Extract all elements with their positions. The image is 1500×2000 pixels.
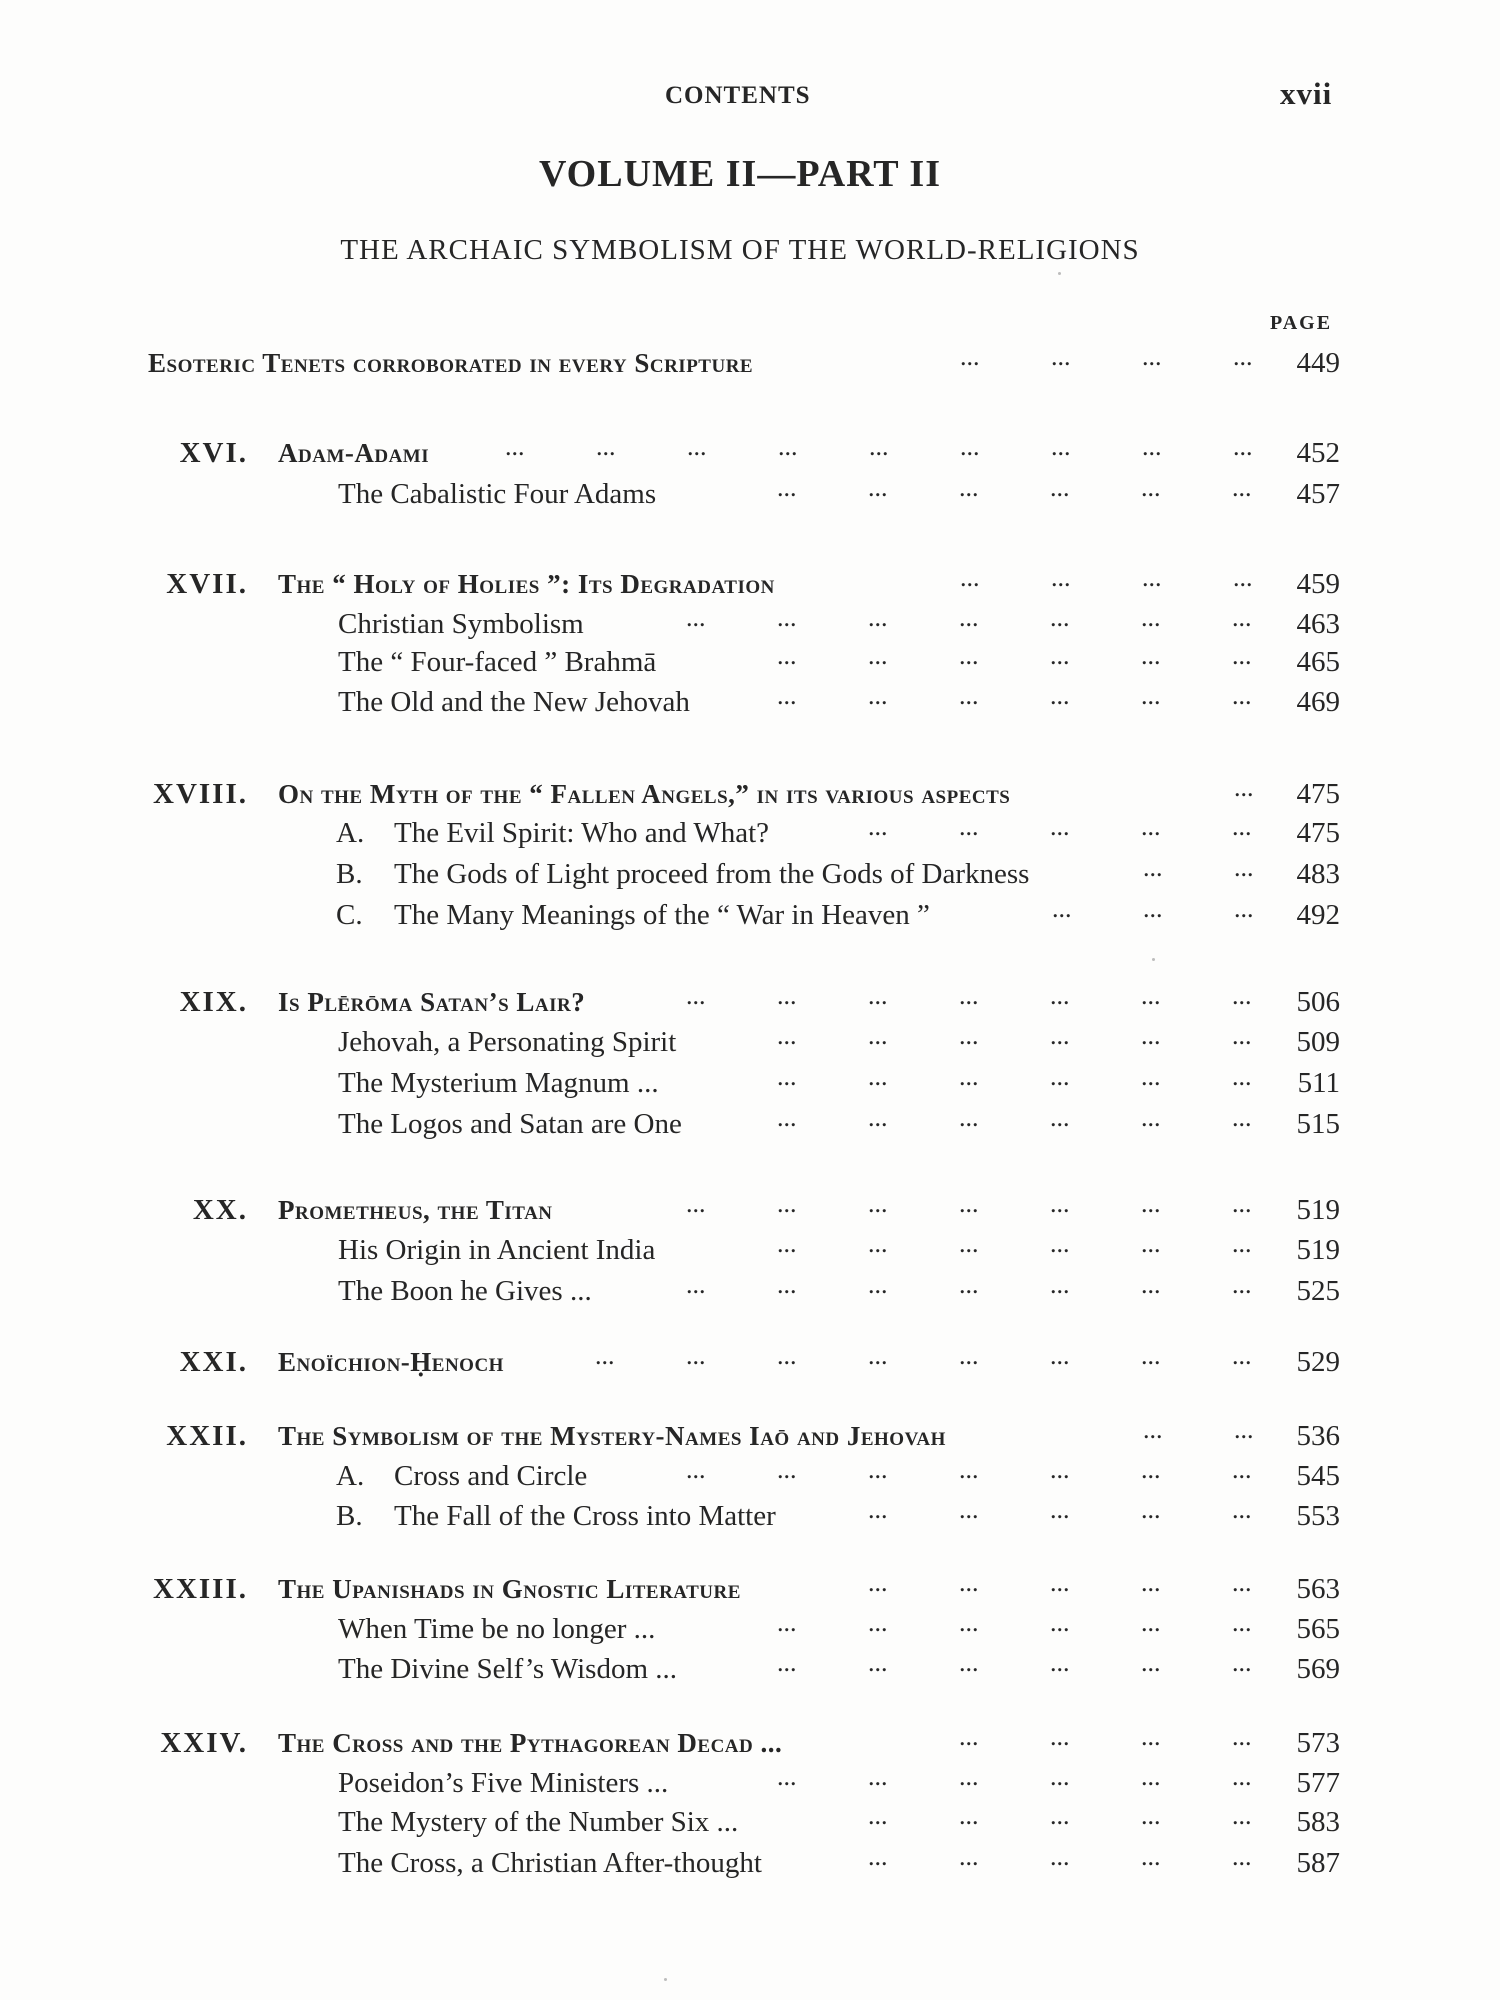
leader-dots: ... (1141, 1270, 1161, 1299)
leader-dots: ... (686, 1455, 706, 1484)
leader-dots: ... (1141, 473, 1161, 502)
leader-dots: ... (1050, 1103, 1070, 1132)
leader-dots: ... (1143, 894, 1163, 923)
section-title: The Evil Spirit: Who and What? (394, 817, 770, 849)
leader-dots: ... (868, 1341, 888, 1370)
page-number: 452 (1296, 437, 1340, 469)
leader-dots: ... (1142, 432, 1162, 461)
leader-dots: ... (1141, 1608, 1161, 1637)
leader-dots: ... (1141, 1341, 1161, 1370)
page-number: 569 (1296, 1653, 1340, 1685)
page-number: 515 (1296, 1108, 1340, 1140)
page-folio: xvii (1280, 76, 1333, 111)
leader-dots: ... (868, 812, 888, 841)
leader-dots: ... (1050, 981, 1070, 1010)
leader-dots: ... (777, 1270, 797, 1299)
section-title: The Divine Self’s Wisdom ... (338, 1653, 678, 1685)
page-number: 577 (1296, 1767, 1340, 1799)
leader-dots: ... (868, 1842, 888, 1871)
section-title: The Old and the New Jehovah (338, 686, 690, 718)
leader-dots: ... (1141, 1021, 1161, 1050)
leader-dots: ... (959, 641, 979, 670)
leader-dots: ... (868, 1608, 888, 1637)
leader-dots: ... (1234, 1415, 1254, 1444)
leader-dots: ... (1232, 1608, 1252, 1637)
page-number: 573 (1296, 1727, 1340, 1759)
leader-dots: ... (1141, 603, 1161, 632)
leader-dots: ... (1142, 342, 1162, 371)
leader-dots: ... (1232, 1021, 1252, 1050)
chapter-numeral: XXIII. (153, 1573, 248, 1605)
page-number: 563 (1296, 1573, 1340, 1605)
toc-entry (0, 1271, 1500, 1311)
section-title: The Cabalistic Four Adams (338, 478, 657, 510)
leader-dots: ... (1050, 641, 1070, 670)
leader-dots: ... (1143, 853, 1163, 882)
running-title: CONTENTS (665, 82, 811, 109)
leader-dots: ... (960, 432, 980, 461)
leader-dots: ... (1141, 1648, 1161, 1677)
page-number: 475 (1296, 778, 1340, 810)
page-column-label: PAGE (1270, 312, 1333, 334)
section-title: The Many Meanings of the “ War in Heaven ” (394, 899, 930, 931)
leader-dots: ... (778, 432, 798, 461)
leader-dots: ... (777, 1608, 797, 1637)
section-title: When Time be no longer ... (338, 1613, 656, 1645)
page-number: 459 (1296, 568, 1340, 600)
section-title: The Gods of Light proceed from the Gods of Darkness (394, 858, 1030, 890)
leader-dots: ... (777, 1762, 797, 1791)
leader-dots: ... (1141, 1189, 1161, 1218)
leader-dots: ... (959, 473, 979, 502)
leader-dots: ... (868, 681, 888, 710)
chapter-title: Adam-Adami (278, 438, 430, 468)
part-subtitle: THE ARCHAIC SYMBOLISM OF THE WORLD-RELIGIONS (340, 234, 1140, 266)
leader-dots: ... (1233, 563, 1253, 592)
chapter-title: The “ Holy of Holies ”: Its Degradation (278, 569, 775, 599)
leader-dots: ... (869, 432, 889, 461)
toc-entry (0, 1063, 1500, 1103)
leader-dots: ... (1050, 1270, 1070, 1299)
page-number: 492 (1296, 899, 1340, 931)
leader-dots: ... (1232, 812, 1252, 841)
leader-dots: ... (959, 1189, 979, 1218)
page-number: 529 (1296, 1346, 1340, 1378)
section-title: The Mysterium Magnum ... (338, 1067, 659, 1099)
section-title: Poseidon’s Five Ministers ... (338, 1767, 669, 1799)
leader-dots: ... (1050, 1648, 1070, 1677)
page-number: 509 (1296, 1026, 1340, 1058)
leader-dots: ... (1232, 1062, 1252, 1091)
leader-dots: ... (868, 1455, 888, 1484)
toc-entry (0, 433, 1500, 473)
section-title: Jehovah, a Personating Spirit (338, 1026, 677, 1058)
section-title: His Origin in Ancient India (338, 1234, 656, 1266)
leader-dots: ... (868, 1270, 888, 1299)
leader-dots: ... (1232, 1762, 1252, 1791)
leader-dots: ... (1234, 853, 1254, 882)
page-number: 519 (1296, 1194, 1340, 1226)
toc-entry (0, 895, 1500, 935)
section-letter: A. (336, 1460, 365, 1492)
leader-dots: ... (1141, 1801, 1161, 1830)
chapter-numeral: XXI. (179, 1346, 248, 1378)
leader-dots: ... (1141, 641, 1161, 670)
page-number: 587 (1296, 1847, 1340, 1879)
leader-dots: ... (868, 1062, 888, 1091)
leader-dots: ... (1233, 342, 1253, 371)
leader-dots: ... (1232, 1801, 1252, 1830)
leader-dots: ... (1141, 1568, 1161, 1597)
leader-dots: ... (1232, 1842, 1252, 1871)
page-number: 536 (1296, 1420, 1340, 1452)
leader-dots: ... (868, 1801, 888, 1830)
page-number: 553 (1296, 1500, 1340, 1532)
leader-dots: ... (686, 1341, 706, 1370)
page-number: 525 (1296, 1275, 1340, 1307)
leader-dots: ... (960, 342, 980, 371)
page-number: 583 (1296, 1806, 1340, 1838)
leader-dots: ... (777, 1062, 797, 1091)
leader-dots: ... (868, 473, 888, 502)
paper-speck (1152, 958, 1155, 961)
toc-entry (0, 813, 1500, 853)
leader-dots: ... (1051, 563, 1071, 592)
leader-dots: ... (868, 981, 888, 1010)
leader-dots: ... (777, 641, 797, 670)
leader-dots: ... (777, 981, 797, 1010)
paper-speck (1058, 272, 1061, 275)
leader-dots: ... (686, 1270, 706, 1299)
section-title: Cross and Circle (394, 1460, 588, 1492)
chapter-title: The Symbolism of the Mystery-Names Iaō and Jehovah (278, 1421, 946, 1451)
leader-dots: ... (1050, 1495, 1070, 1524)
page-number: 506 (1296, 986, 1340, 1018)
leader-dots: ... (868, 1495, 888, 1524)
leader-dots: ... (1141, 681, 1161, 710)
leader-dots: ... (1141, 1495, 1161, 1524)
leader-dots: ... (1050, 1341, 1070, 1370)
leader-dots: ... (1232, 1270, 1252, 1299)
section-title: The “ Four-faced ” Brahmā (338, 646, 657, 678)
page-number: 511 (1297, 1067, 1340, 1099)
leader-dots: ... (1050, 1062, 1070, 1091)
leader-dots: ... (1234, 773, 1254, 802)
leader-dots: ... (1234, 894, 1254, 923)
leader-dots: ... (595, 1341, 615, 1370)
leader-dots: ... (1233, 432, 1253, 461)
leader-dots: ... (777, 681, 797, 710)
leader-dots: ... (1232, 1648, 1252, 1677)
leader-dots: ... (1141, 1062, 1161, 1091)
chapter-title: On the Myth of the “ Fallen Angels,” in its various aspects (278, 779, 1011, 809)
leader-dots: ... (686, 1189, 706, 1218)
leader-dots: ... (959, 1495, 979, 1524)
leader-dots: ... (868, 1189, 888, 1218)
leader-dots: ... (1232, 641, 1252, 670)
chapter-numeral: XVIII. (153, 778, 248, 810)
page-number: 449 (1296, 347, 1340, 379)
leader-dots: ... (1141, 1842, 1161, 1871)
leader-dots: ... (960, 563, 980, 592)
leader-dots: ... (1141, 812, 1161, 841)
leader-dots: ... (959, 1270, 979, 1299)
leader-dots: ... (868, 1229, 888, 1258)
leader-dots: ... (1232, 1341, 1252, 1370)
leader-dots: ... (505, 432, 525, 461)
leader-dots: ... (868, 641, 888, 670)
leader-dots: ... (959, 812, 979, 841)
section-title: Christian Symbolism (338, 608, 584, 640)
leader-dots: ... (1232, 681, 1252, 710)
leader-dots: ... (1050, 1229, 1070, 1258)
page-number: 475 (1296, 817, 1340, 849)
toc-entry (0, 1104, 1500, 1144)
leader-dots: ... (777, 1021, 797, 1050)
page-number: 463 (1296, 608, 1340, 640)
leader-dots: ... (1050, 681, 1070, 710)
leader-dots: ... (1050, 1762, 1070, 1791)
leader-dots: ... (777, 1455, 797, 1484)
leader-dots: ... (1050, 1722, 1070, 1751)
leader-dots: ... (868, 1021, 888, 1050)
leader-dots: ... (868, 1103, 888, 1132)
leader-dots: ... (1232, 1103, 1252, 1132)
page-number: 457 (1296, 478, 1340, 510)
leader-dots: ... (1050, 1801, 1070, 1830)
toc-entry (0, 1230, 1500, 1270)
section-title: The Logos and Satan are One (338, 1108, 682, 1140)
leader-dots: ... (1232, 473, 1252, 502)
leader-dots: ... (1050, 812, 1070, 841)
section-letter: B. (336, 858, 363, 890)
section-title: The Cross, a Christian After-thought (338, 1847, 762, 1879)
leader-dots: ... (959, 981, 979, 1010)
leader-dots: ... (959, 1455, 979, 1484)
section-letter: B. (336, 1500, 363, 1532)
leader-dots: ... (1232, 1722, 1252, 1751)
leader-dots: ... (1052, 894, 1072, 923)
chapter-title: Esoteric Tenets corroborated in every Scripture (148, 348, 754, 378)
toc-entry (0, 1022, 1500, 1062)
page-number: 519 (1296, 1234, 1340, 1266)
leader-dots: ... (1050, 1568, 1070, 1597)
leader-dots: ... (959, 1801, 979, 1830)
toc-entry (0, 1843, 1500, 1883)
chapter-title: The Upanishads in Gnostic Literature (278, 1574, 741, 1604)
toc-entry (0, 1802, 1500, 1842)
chapter-title: The Cross and the Pythagorean Decad ... (278, 1728, 783, 1758)
leader-dots: ... (686, 603, 706, 632)
chapter-title: Prometheus, the Titan (278, 1195, 553, 1225)
leader-dots: ... (959, 1648, 979, 1677)
section-title: The Mystery of the Number Six ... (338, 1806, 739, 1838)
chapter-numeral: XIX. (179, 986, 248, 1018)
leader-dots: ... (1232, 1495, 1252, 1524)
section-letter: A. (336, 817, 365, 849)
leader-dots: ... (1050, 1189, 1070, 1218)
leader-dots: ... (777, 473, 797, 502)
leader-dots: ... (959, 1762, 979, 1791)
leader-dots: ... (777, 603, 797, 632)
volume-heading: VOLUME II—PART II (539, 153, 941, 195)
section-title: The Boon he Gives ... (338, 1275, 592, 1307)
toc-entry (0, 1496, 1500, 1536)
page-number: 469 (1296, 686, 1340, 718)
leader-dots: ... (868, 603, 888, 632)
leader-dots: ... (1232, 1568, 1252, 1597)
leader-dots: ... (686, 981, 706, 1010)
leader-dots: ... (777, 1189, 797, 1218)
leader-dots: ... (1142, 563, 1162, 592)
leader-dots: ... (1050, 1608, 1070, 1637)
leader-dots: ... (959, 1608, 979, 1637)
leader-dots: ... (959, 1103, 979, 1132)
leader-dots: ... (868, 1648, 888, 1677)
section-title: The Fall of the Cross into Matter (394, 1500, 776, 1532)
leader-dots: ... (959, 681, 979, 710)
toc-entry (0, 1342, 1500, 1382)
toc-entry (0, 474, 1500, 514)
leader-dots: ... (959, 1341, 979, 1370)
leader-dots: ... (1232, 1229, 1252, 1258)
chapter-title: Is Plērōma Satan’s Lair? (278, 987, 586, 1017)
toc-entry (0, 1649, 1500, 1689)
leader-dots: ... (1141, 981, 1161, 1010)
leader-dots: ... (1141, 1103, 1161, 1132)
leader-dots: ... (1050, 1455, 1070, 1484)
leader-dots: ... (1232, 1455, 1252, 1484)
leader-dots: ... (1051, 342, 1071, 371)
chapter-numeral: XXII. (166, 1420, 248, 1452)
paper-speck (664, 1978, 667, 1981)
chapter-numeral: XX. (192, 1194, 248, 1226)
leader-dots: ... (868, 1762, 888, 1791)
leader-dots: ... (959, 1722, 979, 1751)
leader-dots: ... (959, 1568, 979, 1597)
leader-dots: ... (777, 1103, 797, 1132)
chapter-title: Enoïchion-Ḥenoch (278, 1347, 504, 1377)
chapter-numeral: XVI. (179, 437, 248, 469)
leader-dots: ... (959, 1229, 979, 1258)
leader-dots: ... (1050, 603, 1070, 632)
chapter-numeral: XVII. (166, 568, 248, 600)
page-number: 565 (1296, 1613, 1340, 1645)
page-number: 465 (1296, 646, 1340, 678)
page-number: 545 (1296, 1460, 1340, 1492)
toc-entry (0, 682, 1500, 722)
leader-dots: ... (959, 1842, 979, 1871)
leader-dots: ... (777, 1229, 797, 1258)
leader-dots: ... (868, 1568, 888, 1597)
toc-entry (0, 854, 1500, 894)
leader-dots: ... (596, 432, 616, 461)
leader-dots: ... (959, 603, 979, 632)
leader-dots: ... (777, 1341, 797, 1370)
chapter-numeral: XXIV. (160, 1727, 248, 1759)
leader-dots: ... (1232, 1189, 1252, 1218)
leader-dots: ... (1050, 473, 1070, 502)
running-head (0, 76, 1500, 122)
leader-dots: ... (1232, 603, 1252, 632)
leader-dots: ... (777, 1648, 797, 1677)
leader-dots: ... (1232, 981, 1252, 1010)
leader-dots: ... (1051, 432, 1071, 461)
leader-dots: ... (1050, 1021, 1070, 1050)
leader-dots: ... (1141, 1722, 1161, 1751)
page-number: 483 (1296, 858, 1340, 890)
leader-dots: ... (959, 1021, 979, 1050)
leader-dots: ... (1141, 1762, 1161, 1791)
section-letter: C. (336, 899, 363, 931)
leader-dots: ... (1050, 1842, 1070, 1871)
leader-dots: ... (687, 432, 707, 461)
leader-dots: ... (959, 1062, 979, 1091)
toc-entry (0, 343, 1500, 383)
leader-dots: ... (1141, 1455, 1161, 1484)
leader-dots: ... (1141, 1229, 1161, 1258)
leader-dots: ... (1143, 1415, 1163, 1444)
